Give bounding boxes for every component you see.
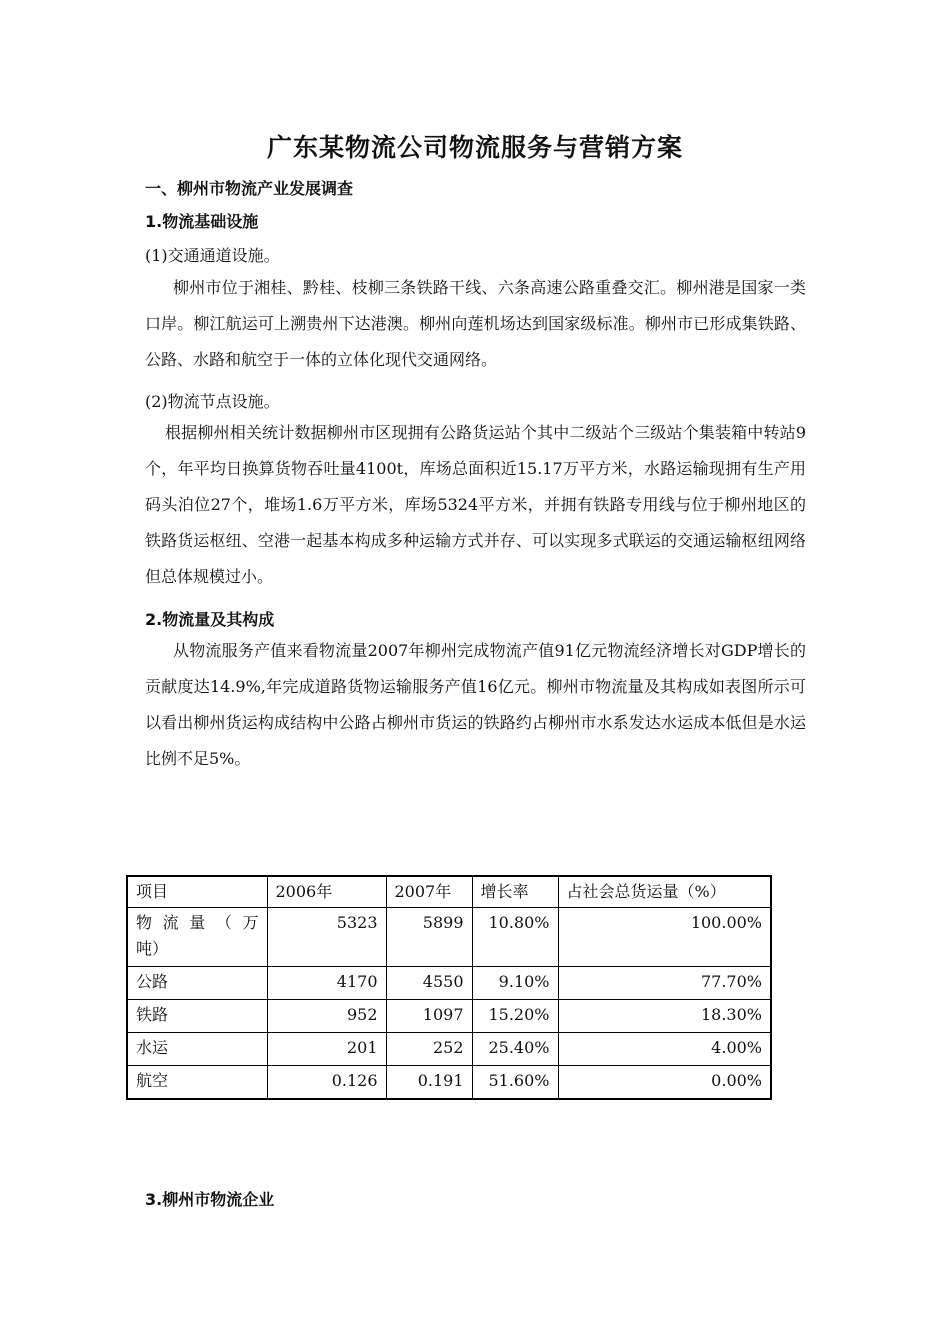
table-header-cell: 增长率 (472, 876, 558, 908)
table-header-cell: 项目 (127, 876, 267, 908)
item-logistics-nodes: (2)物流节点设施。 (145, 392, 280, 411)
document-title: 广东某物流公司物流服务与营销方案 (266, 133, 683, 162)
table-header-cell: 占社会总货运量（%） (558, 876, 771, 908)
table-cell-item: 物 流 量 （ 万 吨） (127, 908, 267, 967)
paragraph-transport: 柳州市位于湘桂、黔桂、枝柳三条铁路干线、六条高速公路重叠交汇。柳州港是国家一类口岸。柳江航运可上溯贵州下达港澳。柳州向莲机场达到国家级标准。柳州市已形成集铁路、公路、水路和航空于一体的立体化现代交通网络。 (145, 278, 806, 369)
table-cell-2007: 252 (386, 1033, 472, 1066)
table-cell-2007: 4550 (386, 967, 472, 1000)
table-cell-2006: 0.126 (267, 1066, 386, 1100)
table-cell-growth: 15.20% (472, 1000, 558, 1033)
table-cell-share: 0.00% (558, 1066, 771, 1100)
table-cell-2007: 5899 (386, 908, 472, 967)
table-cell-growth: 9.10% (472, 967, 558, 1000)
table-cell-share: 18.30% (558, 1000, 771, 1033)
table-cell-growth: 25.40% (472, 1033, 558, 1066)
table-cell-2006: 4170 (267, 967, 386, 1000)
table-cell-item: 铁路 (127, 1000, 267, 1033)
paragraph-volume: 从物流服务产值来看物流量2007年柳州完成物流产值91亿元物流经济增长对GDP增长的贡献度达14.9%,年完成道路货物运输服务产值16亿元。柳州市物流量及其构成如表图所示可以看出柳州货运构成结构中公路占柳州市货运的铁路约占柳州市水系发达水运成本低但是水运比例不足5%。 (145, 641, 806, 768)
table-cell-item: 航空 (127, 1066, 267, 1100)
logistics-volume-table (126, 875, 772, 1100)
table-cell-item: 水运 (127, 1033, 267, 1066)
table-cell-2006: 952 (267, 1000, 386, 1033)
table-cell-2006: 201 (267, 1033, 386, 1066)
item-transport-channels: (1)交通通道设施。 (145, 246, 280, 265)
subsection-heading-volume: 2.物流量及其构成 (145, 610, 275, 629)
table-row (127, 908, 771, 967)
table-cell-growth: 51.60% (472, 1066, 558, 1100)
table-cell-item: 公路 (127, 967, 267, 1000)
table-cell-2007: 0.191 (386, 1066, 472, 1100)
table-header-row (127, 876, 771, 908)
table-cell-share: 77.70% (558, 967, 771, 1000)
table-row (127, 1066, 771, 1100)
table-cell-share: 4.00% (558, 1033, 771, 1066)
table-row (127, 967, 771, 1000)
table-cell-share: 100.00% (558, 908, 771, 967)
section-heading-1: 一、柳州市物流产业发展调查 (145, 179, 354, 198)
table-row (127, 1000, 771, 1033)
table-cell-growth: 10.80% (472, 908, 558, 967)
table-header-cell: 2006年 (267, 876, 386, 908)
table-header-cell: 2007年 (386, 876, 472, 908)
table-cell-2006: 5323 (267, 908, 386, 967)
subsection-heading-infrastructure: 1.物流基础设施 (145, 212, 259, 231)
table-row (127, 1033, 771, 1066)
subsection-heading-enterprises: 3.柳州市物流企业 (145, 1190, 275, 1209)
table-cell-2007: 1097 (386, 1000, 472, 1033)
paragraph-nodes: 根据柳州相关统计数据柳州市区现拥有公路货运站个其中二级站个三级站个集装箱中转站9个，年平均日换算货物吞吐量4100t，库场总面积近15.17万平方米，水路运输现拥有生产用码头泊位27个，堆场1.6万平方米，库场5324平方米，并拥有铁路专用线与位于柳州地区的铁路货运枢纽、空港一起基本构成多种运输方式并存、可以实现多式联运的交通运输枢纽网络但总体规模过小。 (145, 423, 806, 586)
